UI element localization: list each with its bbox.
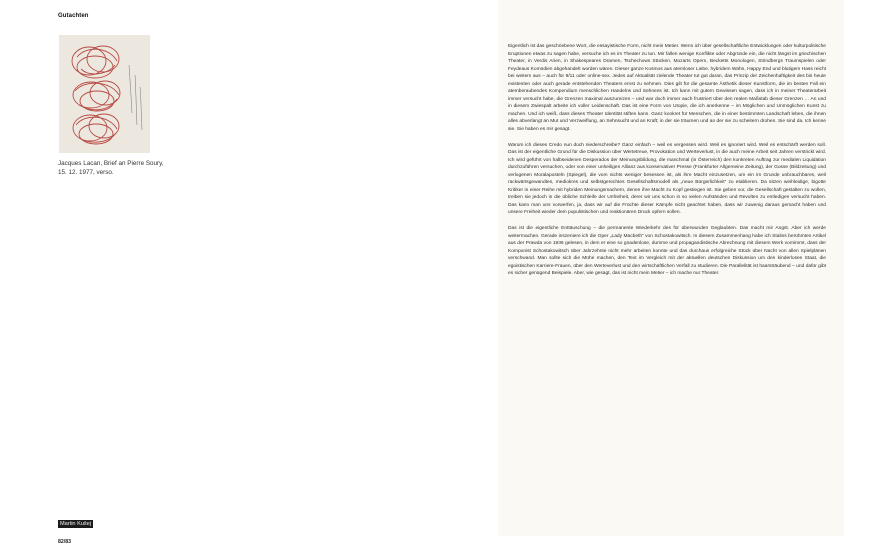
lacan-letter-image (59, 35, 150, 153)
essay-text (508, 43, 826, 286)
caption-line: Jacques Lacan, Brief an Pierre Soury, (58, 160, 164, 167)
author-label: Martin Kušej (60, 521, 92, 527)
paragraph: Eigentlich ist das geschriebene Wort, die essayistische Form, nicht mein Metier. Wenn ich über gesellschaftliche Entwicklungen oder kulturpolitische Eruptionen etwas zu sagen habe, versuche ich es im Theater zu tun. Mir fallen wenige Konflikte oder Abgründe ein, die nicht längst im griechischen Theater, in Verdis Arien, in Shakespeares Dramen, Tschechows Stücken, Mozarts Opern, Becketts Monologen, Strindbergs Traumspielen oder Feydeaus Komödien abgehandelt worden wären. Dieser ganze Kosmos aus atemloser Liebe, hybridem Wahn, Happy End und blutigem Hass reicht bei weitem aus – auch für 9/11 oder online-sex. Jedes auf Aktualität zielende Theater tut gut daran, das Prinzip der Zeichenhaftigkeit des bis heute existenten oder auch gerade entstehenden Theaters ernst zu nehmen. Dies gilt für die gesamte Ästhetik dieser Kunstform, die im besten Fall ein atemberaubendes Kompendium menschlichen Handelns und Sehnens ist. Ich kann mit gutem Gewissen sagen, dass ich in meiner Theaterarbeit immer versucht habe, die Grenzen maximal auszureizen – und war doch immer auch frustriert über den realen Maßstab dieser Grenzen … An und in diesem Zwiespalt arbeite ich voller Leidenschaft. Das ist eine Form von Utopie, die ich anerkenne – im Möglichen und Unmöglichen Kunst zu machen. Und ich weiß, dass dieses Theater Identität stiften kann. Ganz konkret für Menschen, die in einer bestimmten Landschaft leben, die ihnen alles abverlangt an Mut und Verzweiflung, an Sehnsucht und an Kraft; in der sie träumen und an der sie zu scheitern drohen. Sie sind da. Ich kenne sie. Sie haben es mir gesagt. (508, 44, 826, 132)
paragraph: Das ist die eigentliche Enttäuschung – die permanente Wiederkehr des für überwunden Geglaubten. Das macht mir Angst. Aber ich werde weitermachen. Gerade inszeniere ich die Oper „Lady Macbeth“ von Schostakowitsch. In diesem Zusammenhang habe ich Stalins berühmten Artikel aus der Prawda von 1936 gelesen, in dem er eine so gnadenlose, dumme und propagandistische Abrechnung mit diesem Werk vornimmt, dass der Komponist Schostakowitsch über Jahrzehnte nicht mehr arbeiten konnte und das durchaus erfolgreiche Stück über Nacht von allen Spielplänen verschwand. Man sollte sich die Mühe machen, den Text im Vergleich mit der aktuellen deutschen Diskussion um den kinderlosen Staat, die egoistischen Karriere-Frauen, über den Werteverlust und den wirtschaftlichen Verfall zu studieren. Die Parallelität ist haarsträubend – und dafür gibt es sicher genügend Beispiele. Aber, wie gesagt, das ist nicht mein Metier – ich mache nur Theater. (508, 226, 826, 276)
section-header: Gutachten (58, 13, 89, 19)
paragraph: Warum ich dieses Credo nun doch niederschreibe? Ganz einfach – weil es vergessen wird. Weil es ignoriert wird. Weil es entschärft werden soll. Das ist der eigentliche Grund für die Diskussion über Wertetreue, Provokation und Werteverlust, in die auch meine Arbeit seit Jahren verstrickt wird. Ich wird geführt von halbseidenen Desperados der Meinungsbildung, die manchmal (in Österreich) den konkreten Auftrag zur medialen Liquidation durchzuführen versuchen, oder von einer unheiligen Allianz aus konservativer Presse (Frankfurter Allgemeine Zeitung), der Gosse (Bildzeitung) und verlogenen Moralaposteln (Spiegel), die vom nichts weniger besessen ist, als ihre Macht einzusetzen, um ein im Grunde unbrauchbares, weil rückwärtsgewandtes, mediokres und selbstgerechtes Gesellschaftsmodell als „neue Bürgerlichkeit“ zu etablieren. Da sitzen weihleidige, bigotte Kritiker in einer Reihe mit hybriden Meinungsmachern, denen ihre Macht zu Kopf gestiegen ist. Sie geben vor, die Gesellschaft gestalten zu wollen, treiben sie jedoch in die übliche Schleife der Unfreiheit, derer wir uns schon in so vielen Aufständen und Revolten zu entledigen versucht haben. Das kann man uns vorwerfen, ja, dass wir auf die Früchte dieser Kämpfe nicht geachtet haben, dass wir zuwenig daraus gemacht haben und unsere Freiheit wieder dem populistischen und reaktionären Druck opfern sollen. (508, 142, 826, 215)
caption-line: 15. 12. 1977, verso. (58, 168, 114, 176)
figure-caption (58, 160, 188, 177)
knot-sketch-drawing (59, 35, 150, 153)
page-numbers: 82/83 (58, 539, 71, 545)
